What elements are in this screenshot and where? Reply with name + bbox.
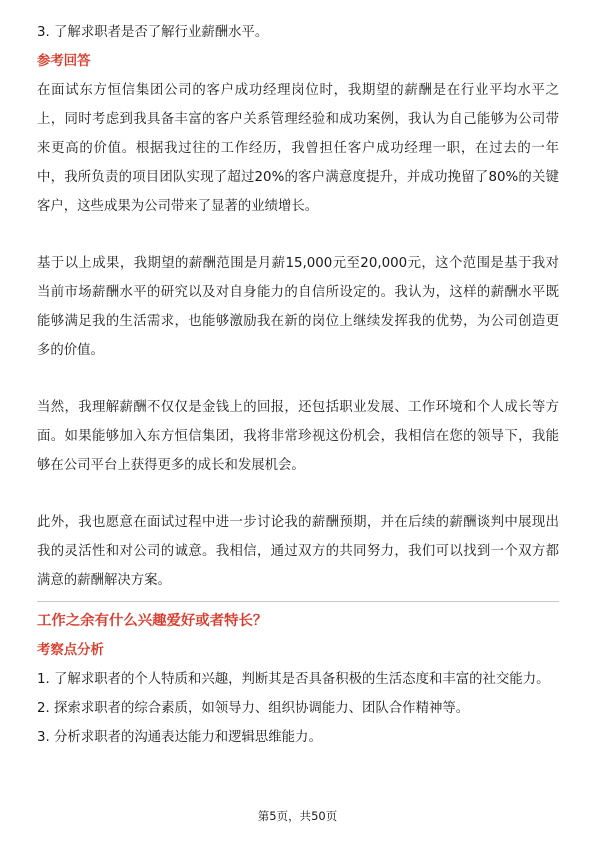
answer-label: 参考回答 xyxy=(37,54,91,69)
page-number-footer: 第5页，共50页 xyxy=(257,809,338,823)
answer-paragraph-4: 此外，我也愿意在面试过程中进一步讨论我的薪酬预期，并在后续的薪酬谈判中展现出我的灵活性和对公司的诚意。我相信，通过双方的共同努力，我们可以找到一个双方都满意的薪酬解决方案。 xyxy=(37,515,559,588)
question-title: 工作之余有什么兴趣爱好或者特长？ xyxy=(37,613,268,629)
analysis-item-1: 1. 了解求职者的个人特质和兴趣，判断其是否具备积极的生活态度和丰富的社交能力。 xyxy=(37,672,550,687)
paragraph-gap xyxy=(37,365,559,393)
paragraph-gap xyxy=(37,221,559,249)
analysis-item-2: 2. 探索求职者的综合素质，如领导力、组织协调能力、团队合作精神等。 xyxy=(37,701,470,716)
analysis-item-3: 3. 分析求职者的沟通表达能力和逻辑思维能力。 xyxy=(37,730,322,745)
answer-paragraph-1: 在面试东方恒信集团公司的客户成功经理岗位时，我期望的薪酬是在行业平均水平之上，同时考虑到我具备丰富的客户关系管理经验和成功案例，我认为自己能够为公司带来更高的价值。根据我过往的工作经历，我曾担任客户成功经理一职，在过去的一年中，我所负责的项目团队实现了超过20%的客户满意度提升，并成功挽留了80%的关键客户，这些成果为公司带来了显著的业绩增长。 xyxy=(37,83,559,214)
paragraph-gap xyxy=(37,480,559,508)
section-divider xyxy=(37,601,559,602)
answer-paragraph-2: 基于以上成果，我期望的薪酬范围是月薪15,000元至20,000元，这个范围是基于我对当前市场薪酬水平的研究以及对自身能力的自信所设定的。我认为，这样的薪酬水平既能够满足我的生活需求，也能够激励我在新的岗位上继续发挥我的优势，为公司创造更多的价值。 xyxy=(37,256,559,358)
analysis-label: 考察点分析 xyxy=(37,643,104,658)
criteria-item-3: 3. 了解求职者是否了解行业薪酬水平。 xyxy=(37,25,269,40)
page-content xyxy=(37,18,559,752)
answer-paragraph-3: 当然，我理解薪酬不仅仅是金钱上的回报，还包括职业发展、工作环境和个人成长等方面。如果能够加入东方恒信集团，我将非常珍视这份机会，我相信在您的领导下，我能够在公司平台上获得更多的成长和发展机会。 xyxy=(37,400,559,473)
